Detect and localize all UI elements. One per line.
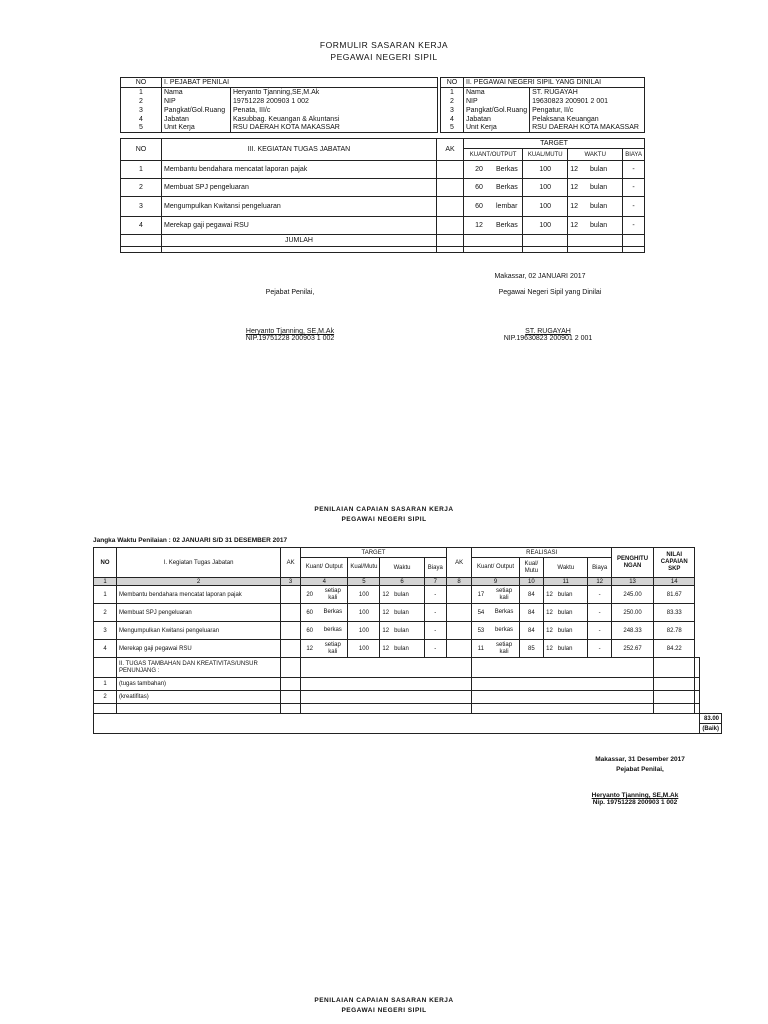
activity-qty: 60 xyxy=(464,197,495,217)
total-kategori: (Baik) xyxy=(700,724,722,734)
identity-row xyxy=(441,115,645,124)
empty-cell xyxy=(281,604,301,622)
identity-value: 19751228 200903 1 002 xyxy=(231,97,438,106)
empty-cell xyxy=(437,179,464,197)
target-waktu xyxy=(380,640,424,658)
col-number: 5 xyxy=(348,578,380,586)
penghitungan-value: 245.00 xyxy=(611,586,653,604)
activity-mutu: 100 xyxy=(523,179,568,197)
empty-cell xyxy=(437,161,464,179)
identity-label: Unit Kerja xyxy=(162,124,231,133)
target-qty: 60 xyxy=(301,604,319,622)
target-mutu: 100 xyxy=(348,586,380,604)
col-nilai-capaian: NILAI CAPAIAN SKP xyxy=(654,548,695,578)
doc1-title: FORMULIR SASARAN KERJA xyxy=(319,40,449,50)
col-kuant-output: KUANT/OUTPUT xyxy=(464,149,523,161)
col-biaya: BIAYA xyxy=(623,149,645,161)
activity-name: Membantu bendahara mencatat laporan pajak xyxy=(162,161,437,179)
col-no: NO xyxy=(441,78,464,88)
activity-qty: 20 xyxy=(464,161,495,179)
identity-no: 2 xyxy=(121,97,162,106)
real-mutu: 84 xyxy=(519,604,543,622)
doc3-title: PENILAIAN CAPAIAN SASARAN KERJA xyxy=(314,997,454,1004)
identity-row xyxy=(441,124,645,133)
col-number: 6 xyxy=(380,578,424,586)
tambahan-row xyxy=(94,691,722,704)
real-biaya: - xyxy=(588,640,611,658)
doc3-subtitle: PEGAWAI NEGERI SIPIL xyxy=(341,1007,427,1014)
col-ak-realisasi: AK xyxy=(446,548,472,578)
penilaian-table xyxy=(93,547,722,734)
waktu-unit: bulan xyxy=(394,609,409,616)
real-mutu: 85 xyxy=(519,640,543,658)
doc1-left-signature xyxy=(210,328,370,342)
col-number: 7 xyxy=(424,578,446,586)
waktu-unit: bulan xyxy=(557,609,573,616)
row-kegiatan: Membantu bendahara mencatat laporan pajak xyxy=(117,586,281,604)
waktu-value: 12 xyxy=(546,645,553,652)
activity-no: 2 xyxy=(121,179,162,197)
waktu-unit: bulan xyxy=(557,591,573,598)
row-kegiatan: Mengumpulkan Kwitansi pengeluaran xyxy=(117,622,281,640)
real-biaya: - xyxy=(588,622,611,640)
identity-value: Pengatur, II/c xyxy=(530,106,645,115)
target-mutu: 100 xyxy=(348,622,380,640)
empty-cell xyxy=(654,691,695,704)
doc2-period: Jangka Waktu Penilaian : 02 JANUARI S/D 31 DESEMBER 2017 xyxy=(93,537,288,544)
activity-biaya: - xyxy=(623,179,645,197)
col-number: 11 xyxy=(544,578,588,586)
identity-no: 4 xyxy=(121,115,162,124)
penilaian-row xyxy=(94,604,722,622)
identity-no: 3 xyxy=(441,106,464,115)
waktu-value: 12 xyxy=(382,609,390,616)
pegawai-dinilai-table xyxy=(440,77,645,133)
doc2-title: PENILAIAN CAPAIAN SASARAN KERJA xyxy=(314,506,454,513)
penilaian-row xyxy=(94,640,722,658)
empty-cell xyxy=(281,678,301,691)
col-number: 10 xyxy=(519,578,543,586)
identity-label: NIP xyxy=(162,97,231,106)
empty-cell xyxy=(281,586,301,604)
waktu-value: 12 xyxy=(546,591,553,598)
tambahan-no: 2 xyxy=(94,691,117,704)
col-pejabat-penilai: I. PEJABAT PENILAI xyxy=(162,78,438,88)
activity-name: Mengumpulkan Kwitansi pengeluaran xyxy=(162,197,437,217)
activity-unit: Berkas xyxy=(494,161,523,179)
col-waktu: WAKTU xyxy=(568,149,623,161)
col-real-waktu: Waktu xyxy=(544,558,588,578)
right-signer-name: ST. RUGAYAH xyxy=(525,328,571,335)
doc1-right-sign-title: Pegawai Negeri Sipil yang Dinilai xyxy=(498,289,602,296)
real-unit: berkas xyxy=(489,622,519,640)
col-number: 8 xyxy=(446,578,472,586)
nilai-capaian-value: 82.78 xyxy=(654,622,695,640)
real-biaya: - xyxy=(588,604,611,622)
real-waktu xyxy=(544,640,588,658)
target-biaya: - xyxy=(424,586,446,604)
identity-label: Jabatan xyxy=(464,115,530,124)
real-biaya: - xyxy=(588,586,611,604)
empty-cell xyxy=(472,678,654,691)
col-number: 9 xyxy=(472,578,519,586)
target-unit: setiap kali xyxy=(318,586,348,604)
row-kegiatan: Merekap gaji pegawai RSU xyxy=(117,640,281,658)
identity-row xyxy=(121,106,438,115)
empty-cell xyxy=(446,640,472,658)
target-biaya: - xyxy=(424,604,446,622)
doc1-right-signature xyxy=(468,328,628,342)
identity-label: Nama xyxy=(162,88,231,97)
identity-value: Heryanto Tjanning,SE,M.Ak xyxy=(231,88,438,97)
activity-unit: Berkas xyxy=(494,217,523,235)
activity-biaya: - xyxy=(623,217,645,235)
empty-cell xyxy=(281,640,301,658)
nilai-capaian-value: 84.22 xyxy=(654,640,695,658)
doc2-signer-name: Heryanto Tjanning, SE,M.Ak xyxy=(591,792,679,799)
empty-cell xyxy=(695,691,700,704)
empty-cell xyxy=(446,622,472,640)
identity-label: NIP xyxy=(464,97,530,106)
identity-value: 19630823 200901 2 001 xyxy=(530,97,645,106)
real-waktu xyxy=(544,586,588,604)
col-target: TARGET xyxy=(464,139,645,149)
identity-value: Penata, III/c xyxy=(231,106,438,115)
target-qty: 12 xyxy=(301,640,319,658)
real-qty: 54 xyxy=(472,604,490,622)
activity-waktu xyxy=(568,161,623,179)
nilai-capaian-value: 81.67 xyxy=(654,586,695,604)
col-no: NO xyxy=(121,78,162,88)
waktu-value: 12 xyxy=(570,222,578,229)
identity-no: 3 xyxy=(121,106,162,115)
col-real-kual: Kual/ Mutu xyxy=(519,558,543,578)
activity-no: 3 xyxy=(121,197,162,217)
target-waktu xyxy=(380,586,424,604)
waktu-value: 12 xyxy=(382,645,390,652)
penghitungan-value: 248.33 xyxy=(611,622,653,640)
activity-biaya: - xyxy=(623,197,645,217)
waktu-value: 12 xyxy=(546,609,553,616)
col-kual-mutu: KUAL/MUTU xyxy=(523,149,568,161)
identity-value: Pelaksana Keuangan xyxy=(530,115,645,124)
doc1-left-sign-title: Pejabat Penilai, xyxy=(265,289,315,296)
col-number: 12 xyxy=(588,578,611,586)
activity-name: Merekap gaji pegawai RSU xyxy=(162,217,437,235)
waktu-unit: bulan xyxy=(394,591,409,598)
target-unit: berkas xyxy=(318,622,348,640)
waktu-unit: bulan xyxy=(590,222,608,229)
identity-label: Jabatan xyxy=(162,115,231,124)
row-no: 1 xyxy=(94,586,117,604)
col-pegawai-dinilai: II. PEGAWAI NEGERI SIPIL YANG DINILAI xyxy=(464,78,645,88)
doc2-signature xyxy=(555,792,715,806)
activity-row xyxy=(121,179,645,197)
empty-cell xyxy=(446,586,472,604)
identity-label: Nama xyxy=(464,88,530,97)
real-waktu xyxy=(544,604,588,622)
empty-cell xyxy=(281,622,301,640)
target-biaya: - xyxy=(424,640,446,658)
col-ak: AK xyxy=(281,548,301,578)
col-real-biaya: Biaya xyxy=(588,558,611,578)
jumlah-label: JUMLAH xyxy=(162,235,437,247)
waktu-unit: bulan xyxy=(394,627,409,634)
row-no: 3 xyxy=(94,622,117,640)
identity-row xyxy=(441,106,645,115)
col-number: 13 xyxy=(611,578,653,586)
identity-row xyxy=(121,88,438,97)
identity-value: ST. RUGAYAH xyxy=(530,88,645,97)
identity-label: Unit Kerja xyxy=(464,124,530,133)
row-kegiatan: Membuat SPJ pengeluaran xyxy=(117,604,281,622)
row-no: 4 xyxy=(94,640,117,658)
identity-value: RSU DAERAH KOTA MAKASSAR xyxy=(231,124,438,133)
empty-cell xyxy=(281,691,301,704)
empty-cell xyxy=(654,678,695,691)
col-target-kual: Kual/Mutu xyxy=(348,558,380,578)
col-number: 14 xyxy=(654,578,695,586)
identity-row xyxy=(121,97,438,106)
identity-row xyxy=(121,115,438,124)
empty-cell xyxy=(437,197,464,217)
left-signer-nip: NIP.19751228 200903 1 002 xyxy=(245,335,335,342)
tambahan-row xyxy=(94,678,722,691)
waktu-unit: bulan xyxy=(557,627,573,634)
waktu-unit: bulan xyxy=(557,645,573,652)
kegiatan-table xyxy=(120,138,645,253)
identity-no: 1 xyxy=(121,88,162,97)
activity-waktu xyxy=(568,179,623,197)
identity-row xyxy=(121,124,438,133)
tambahan-name: (kreatifitas) xyxy=(117,691,281,704)
col-target-biaya: Biaya xyxy=(424,558,446,578)
activity-biaya: - xyxy=(623,161,645,179)
identity-no: 2 xyxy=(441,97,464,106)
waktu-value: 12 xyxy=(382,627,390,634)
target-waktu xyxy=(380,622,424,640)
activity-qty: 12 xyxy=(464,217,495,235)
activity-row xyxy=(121,161,645,179)
real-unit: Berkas xyxy=(489,604,519,622)
real-mutu: 84 xyxy=(519,586,543,604)
identity-label: Pangkat/Gol.Ruang xyxy=(464,106,530,115)
target-waktu xyxy=(380,604,424,622)
col-target-waktu: Waktu xyxy=(380,558,424,578)
waktu-unit: bulan xyxy=(590,184,608,191)
activity-waktu xyxy=(568,217,623,235)
col-real-kuant: Kuant/ Output xyxy=(472,558,519,578)
tambahan-no: 1 xyxy=(94,678,117,691)
real-waktu xyxy=(544,622,588,640)
left-signer-name: Heryanto Tjanning, SE,M.Ak xyxy=(245,328,335,335)
target-qty: 60 xyxy=(301,622,319,640)
total-nilai: 83.00 xyxy=(700,714,722,724)
doc1-place-date: Makassar, 02 JANUARI 2017 xyxy=(494,273,586,280)
col-number: 2 xyxy=(117,578,281,586)
doc2-signer-nip: Nip. 19751228 200903 1 002 xyxy=(592,799,678,806)
col-number: 4 xyxy=(301,578,348,586)
pejabat-penilai-table xyxy=(120,77,438,133)
empty-cell xyxy=(695,678,700,691)
doc2-sign-title: Pejabat Penilai, xyxy=(616,766,664,773)
right-signer-nip: NIP.19630823 200901 2 001 xyxy=(503,335,593,342)
waktu-value: 12 xyxy=(570,203,578,210)
waktu-unit: bulan xyxy=(590,203,608,210)
col-kegiatan: I. Kegiatan Tugas Jabatan xyxy=(117,548,281,578)
activity-name: Membuat SPJ pengeluaran xyxy=(162,179,437,197)
real-mutu: 84 xyxy=(519,622,543,640)
activity-unit: Berkas xyxy=(494,179,523,197)
col-number: 1 xyxy=(94,578,117,586)
empty-cell xyxy=(301,678,472,691)
identity-no: 1 xyxy=(441,88,464,97)
real-qty: 11 xyxy=(472,640,490,658)
col-number: 3 xyxy=(281,578,301,586)
activity-mutu: 100 xyxy=(523,161,568,179)
target-mutu: 100 xyxy=(348,604,380,622)
penilaian-row xyxy=(94,622,722,640)
waktu-value: 12 xyxy=(546,627,553,634)
waktu-unit: bulan xyxy=(590,166,608,173)
target-mutu: 100 xyxy=(348,640,380,658)
activity-mutu: 100 xyxy=(523,197,568,217)
activity-row xyxy=(121,197,645,217)
penghitungan-value: 250.00 xyxy=(611,604,653,622)
doc2-place-date: Makassar, 31 Desember 2017 xyxy=(595,756,685,763)
col-realisasi: REALISASI xyxy=(472,548,612,558)
doc1-subtitle: PEGAWAI NEGERI SIPIL xyxy=(330,52,438,62)
tugas-tambahan-header: II. TUGAS TAMBAHAN DAN KREATIVITAS/UNSUR PENUNJANG : xyxy=(117,658,281,678)
penghitungan-value: 252.67 xyxy=(611,640,653,658)
real-unit: setiap kali xyxy=(489,640,519,658)
col-no: NO xyxy=(121,139,162,161)
identity-value: Kasubbag. Keuangan & Akuntansi xyxy=(231,115,438,124)
identity-value: RSU DAERAH KOTA MAKASSAR xyxy=(530,124,645,133)
empty-cell xyxy=(437,217,464,235)
col-penghitungan: PENGHITU NGAN xyxy=(611,548,653,578)
activity-unit: lembar xyxy=(494,197,523,217)
waktu-value: 12 xyxy=(570,184,578,191)
waktu-value: 12 xyxy=(570,166,578,173)
activity-no: 4 xyxy=(121,217,162,235)
activity-no: 1 xyxy=(121,161,162,179)
activity-waktu xyxy=(568,197,623,217)
doc2-subtitle: PEGAWAI NEGERI SIPIL xyxy=(341,516,427,523)
col-ak: AK xyxy=(437,139,464,161)
target-unit: setiap kali xyxy=(318,640,348,658)
real-unit: setiap kali xyxy=(489,586,519,604)
identity-row xyxy=(441,97,645,106)
activity-qty: 60 xyxy=(464,179,495,197)
activity-mutu: 100 xyxy=(523,217,568,235)
tambahan-name: (tugas tambahan) xyxy=(117,678,281,691)
identity-no: 5 xyxy=(121,124,162,133)
col-target-kuant: Kuant/ Output xyxy=(301,558,348,578)
penilaian-row xyxy=(94,586,722,604)
target-qty: 20 xyxy=(301,586,319,604)
empty-cell xyxy=(446,604,472,622)
real-qty: 17 xyxy=(472,586,490,604)
identity-no: 5 xyxy=(441,124,464,133)
identity-label: Pangkat/Gol.Ruang xyxy=(162,106,231,115)
real-qty: 53 xyxy=(472,622,490,640)
empty-cell xyxy=(472,691,654,704)
row-no: 2 xyxy=(94,604,117,622)
target-biaya: - xyxy=(424,622,446,640)
col-target: TARGET xyxy=(301,548,447,558)
waktu-unit: bulan xyxy=(394,645,409,652)
identity-row xyxy=(441,88,645,97)
col-no: NO xyxy=(94,548,117,578)
col-kegiatan: III. KEGIATAN TUGAS JABATAN xyxy=(162,139,437,161)
waktu-value: 12 xyxy=(382,591,390,598)
target-unit: Berkas xyxy=(318,604,348,622)
column-number-row xyxy=(94,578,722,586)
nilai-capaian-value: 83.33 xyxy=(654,604,695,622)
empty-cell xyxy=(301,691,472,704)
activity-row xyxy=(121,217,645,235)
identity-no: 4 xyxy=(441,115,464,124)
